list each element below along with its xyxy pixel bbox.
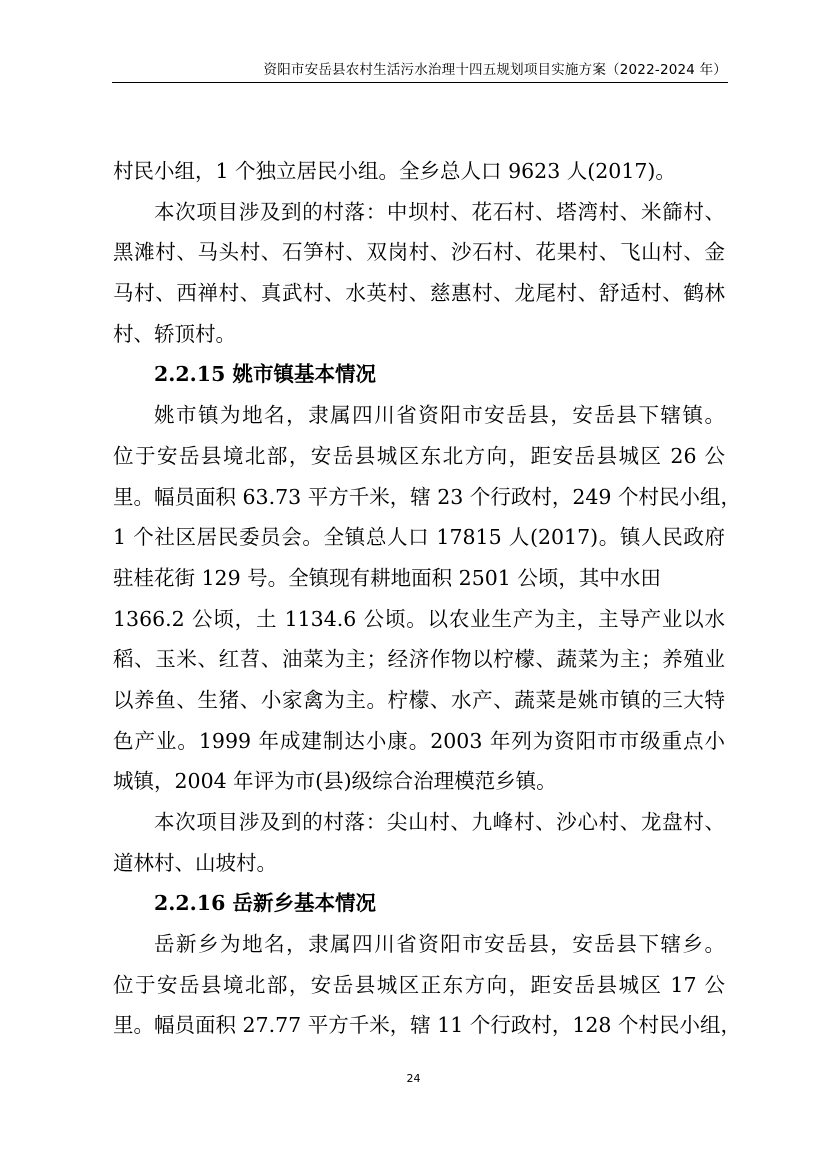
paragraph-line: 驻桂花街 129 号。全镇现有耕地面积 2501 公顷，其中水田 [113, 565, 661, 590]
paragraph-line: 1 个社区居民委员会。全镇总人口 17815 人(2017)。镇人民政府 [113, 525, 725, 550]
paragraph-line: 城镇，2004 年评为市(县)级综合治理模范乡镇。 [113, 769, 557, 794]
paragraph-line: 村、轿顶村。 [113, 321, 236, 346]
paragraph-line: 道林村、山坡村。 [113, 850, 277, 875]
paragraph-line: 里。幅员面积 27.77 平方千米，辖 11 个行政村，128 个村民小组， [113, 1013, 741, 1038]
paragraph-line: 岳新乡为地名，隶属四川省资阳市安岳县，安岳县下辖乡。 [154, 932, 725, 957]
paragraph-line: 1366.2 公顷，土 1134.6 公顷。以农业生产为主，主导产业以水 [113, 606, 725, 631]
section-heading: 2.2.15 姚市镇基本情况 [154, 362, 376, 387]
paragraph-line: 本次项目涉及到的村落：中坝村、花石村、塔湾村、米篩村、 [154, 199, 725, 224]
paragraph-line: 黑滩村、马头村、石笋村、双岗村、沙石村、花果村、飞山村、金 [113, 240, 725, 265]
paragraph-line: 色产业。1999 年成建制达小康。2003 年列为资阳市市级重点小 [113, 728, 725, 753]
running-header: 资阳市安岳县农村生活污水治理十四五规划项目实施方案（2022-2024 年） [263, 62, 727, 78]
paragraph-line: 姚市镇为地名，隶属四川省资阳市安岳县，安岳县下辖镇。 [154, 403, 725, 428]
paragraph-line: 位于安岳县境北部，安岳县城区正东方向，距安岳县城区 17 公 [113, 972, 725, 997]
paragraph-line: 本次项目涉及到的村落：尖山村、九峰村、沙心村、龙盘村、 [154, 810, 725, 834]
paragraph-line: 位于安岳县境北部，安岳县城区东北方向，距安岳县城区 26 公 [113, 443, 725, 468]
header-divider [112, 82, 728, 83]
paragraph-line: 稻、玉米、红苕、油菜为主；经济作物以柠檬、蔬菜为主；养殖业 [113, 647, 725, 672]
document-body [113, 151, 741, 1046]
section-heading: 2.2.16 岳新乡基本情况 [154, 891, 376, 916]
paragraph-line: 村民小组，1 个独立居民小组。全乡总人口 9623 人(2017)。 [113, 159, 676, 183]
paragraph-line: 里。幅员面积 63.73 平方千米，辖 23 个行政村，249 个村民小组， [113, 484, 741, 509]
paragraph-line: 以养鱼、生猪、小家禽为主。柠檬、水产、蔬菜是姚市镇的三大特 [113, 687, 725, 712]
page-number: 24 [406, 1072, 421, 1085]
paragraph-line: 马村、西禅村、真武村、水英村、慈惠村、龙尾村、舒适村、鹤林 [113, 281, 725, 306]
